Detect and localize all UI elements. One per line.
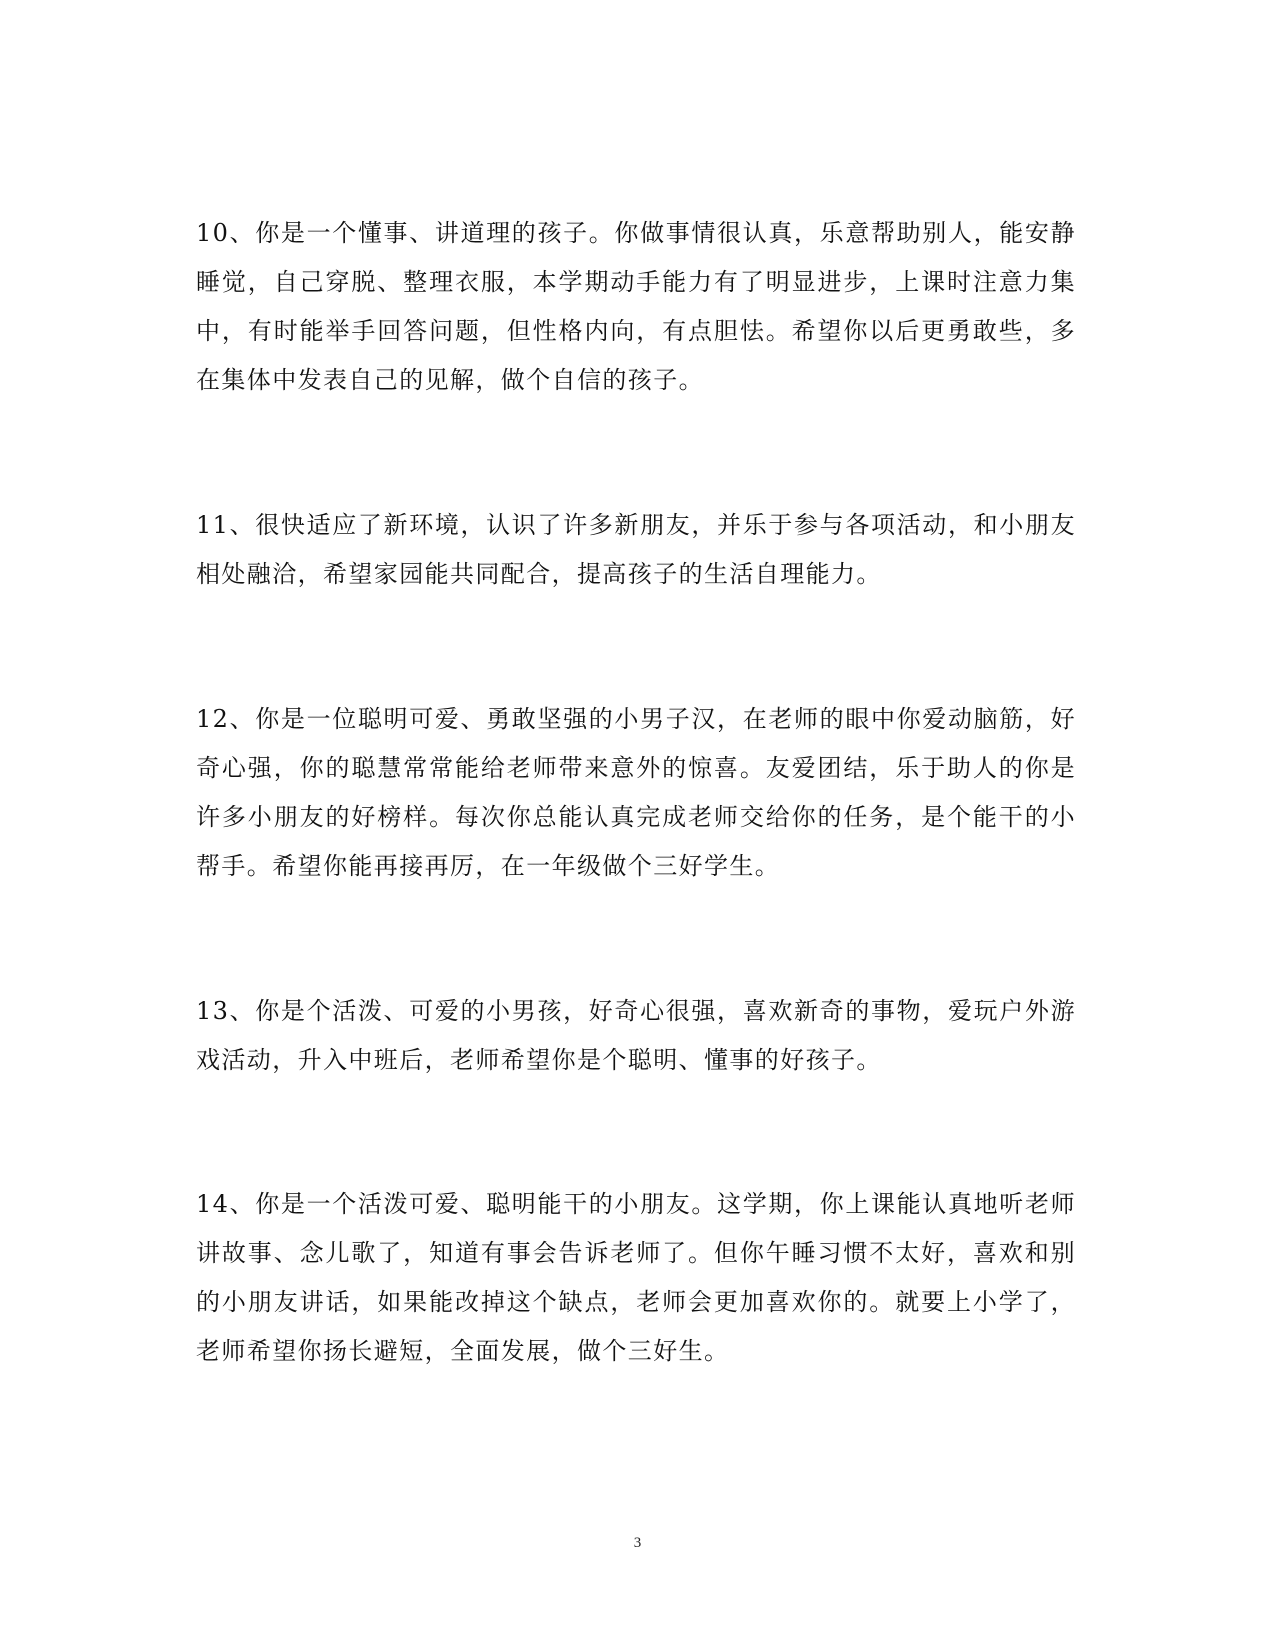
comment-paragraph-10: 10、你是一个懂事、讲道理的孩子。你做事情很认真，乐意帮助别人，能安静睡觉，自己穿脱、整理衣服，本学期动手能力有了明显进步，上课时注意力集中，有时能举手回答问题，但性格内向，有点胆怯。希望你以后更勇敢些，多在集体中发表自己的见解，做个自信的孩子。 [196, 219, 1076, 394]
comment-paragraph-11: 11、很快适应了新环境，认识了许多新朋友，并乐于参与各项活动，和小朋友相处融洽，希望家园能共同配合，提高孩子的生活自理能力。 [196, 511, 1076, 588]
comment-paragraph-12: 12、你是一位聪明可爱、勇敢坚强的小男子汉，在老师的眼中你爱动脑筋，好奇心强，你的聪慧常常能给老师带来意外的惊喜。友爱团结，乐于助人的你是许多小朋友的好榜样。每次你总能认真完成老师交给你的任务，是个能干的小帮手。希望你能再接再厉，在一年级做个三好学生。 [196, 705, 1076, 880]
page-number: 3 [633, 1535, 642, 1551]
comment-paragraph-13: 13、你是个活泼、可爱的小男孩，好奇心很强，喜欢新奇的事物，爱玩户外游戏活动，升入中班后，老师希望你是个聪明、懂事的好孩子。 [196, 997, 1076, 1074]
comment-paragraph-14: 14、你是一个活泼可爱、聪明能干的小朋友。这学期，你上课能认真地听老师讲故事、念儿歌了，知道有事会告诉老师了。但你午睡习惯不太好，喜欢和别的小朋友讲话，如果能改掉这个缺点，老师会更加喜欢你的。就要上小学了，老师希望你扬长避短，全面发展，做个三好生。 [196, 1190, 1076, 1365]
